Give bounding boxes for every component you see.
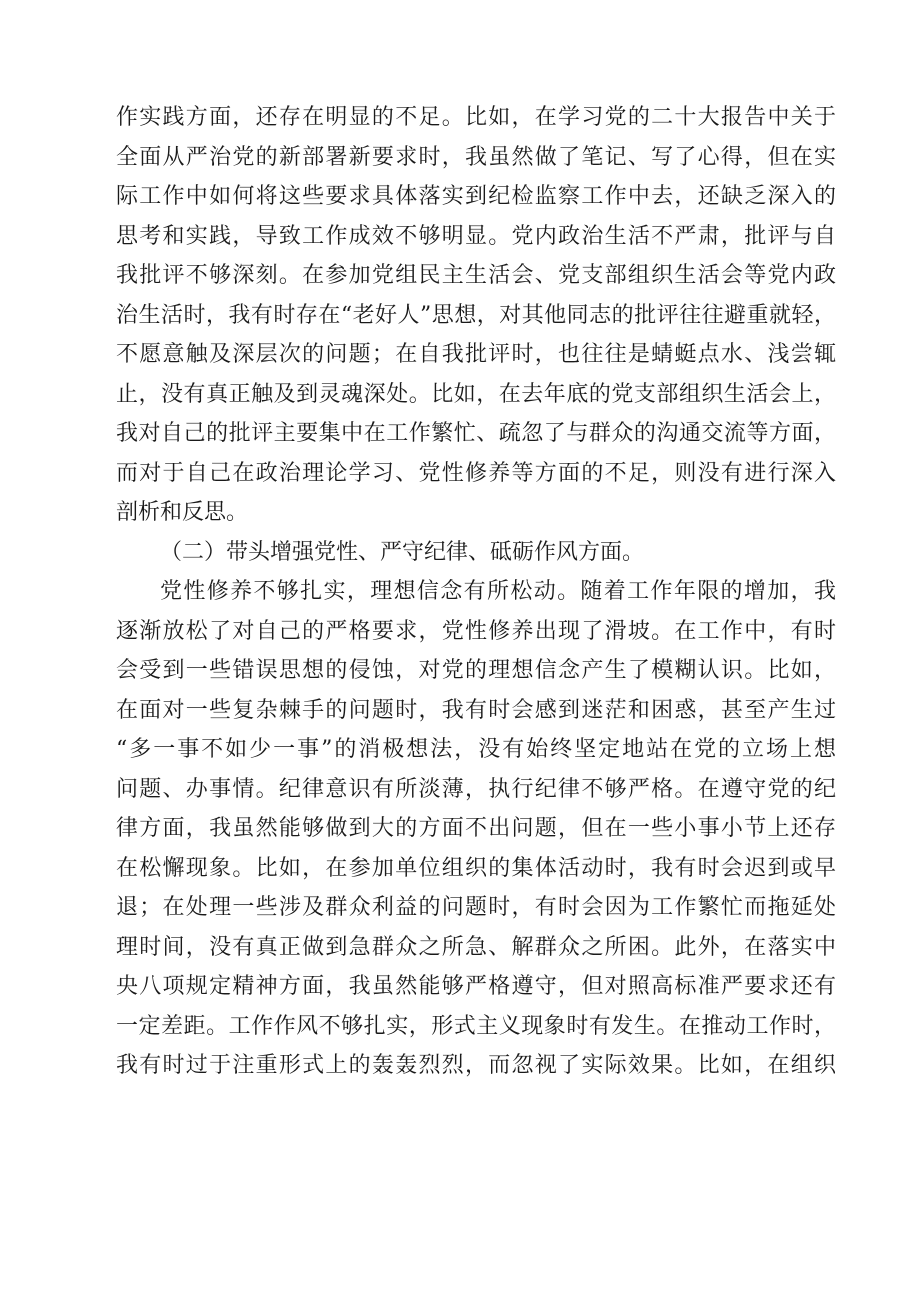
document-body: [116, 98, 836, 1086]
text-line: 止，没有真正触及到灵魂深处。比如，在去年底的党支部组织生活会上，: [116, 381, 836, 407]
text-line: 律方面，我虽然能够做到大的方面不出问题，但在一些小事小节上还存: [116, 816, 836, 841]
text-line: 我有时过于注重形式上的轰轰烈烈，而忽视了实际效果。比如，在组织: [116, 1053, 836, 1078]
text-line: 剖析和反思。: [116, 500, 249, 525]
text-line: 治生活时，我有时存在“老好人”思想，对其他同志的批评往往避重就轻，: [116, 302, 836, 328]
text-line: 退；在处理一些涉及群众利益的问题时，有时会因为工作繁忙而拖延处: [116, 895, 836, 920]
text-line: 逐渐放松了对自己的严格要求，党性修养出现了滑坡。在工作中，有时: [116, 618, 836, 644]
text-line: “多一事不如少一事”的消极想法，没有始终坚定地站在党的立场上想: [116, 737, 836, 762]
text-line: 思考和实践，导致工作成效不够明显。党内政治生活不严肃，批评与自: [116, 223, 836, 249]
text-line: 全面从严治党的新部署新要求时，我虽然做了笔记、写了心得，但在实: [116, 144, 836, 170]
text-line: 而对于自己在政治理论学习、党性修养等方面的不足，则没有进行深入: [116, 460, 836, 486]
text-line: 际工作中如何将这些要求具体落实到纪检监察工作中去，还缺乏深入的: [116, 184, 836, 209]
text-line: 党性修养不够扎实，理想信念有所松动。随着工作年限的增加，我: [160, 579, 836, 604]
text-line: 央八项规定精神方面，我虽然能够严格遵守，但对照高标准严要求还有: [116, 974, 836, 999]
text-line: 在松懈现象。比如，在参加单位组织的集体活动时，我有时会迟到或早: [116, 855, 836, 881]
text-line: 在面对一些复杂棘手的问题时，我有时会感到迷茫和困惑，甚至产生过: [116, 697, 836, 723]
text-line: 理时间，没有真正做到急群众之所急、解群众之所困。此外，在落实中: [116, 934, 836, 960]
text-line: 问题、办事情。纪律意识有所淡薄，执行纪律不够严格。在遵守党的纪: [116, 776, 836, 802]
text-line: 作实践方面，还存在明显的不足。比如，在学习党的二十大报告中关于: [116, 105, 836, 130]
text-line: 我对自己的批评主要集中在工作繁忙、疏忽了与群众的沟通交流等方面，: [116, 421, 836, 446]
text-line: 会受到一些错误思想的侵蚀，对党的理想信念产生了模糊认识。比如，: [116, 658, 836, 683]
text-line: 不愿意触及深层次的问题；在自我批评时，也往往是蜻蜓点水、浅尝辄: [116, 342, 836, 367]
text-line: 一定差距。工作作风不够扎实，形式主义现象时有发生。在推动工作时，: [116, 1013, 836, 1039]
text-line: 我批评不够深刻。在参加党组民主生活会、党支部组织生活会等党内政: [116, 263, 836, 288]
section-heading: （二）带头增强党性、严守纪律、砥砺作风方面。: [160, 539, 645, 565]
